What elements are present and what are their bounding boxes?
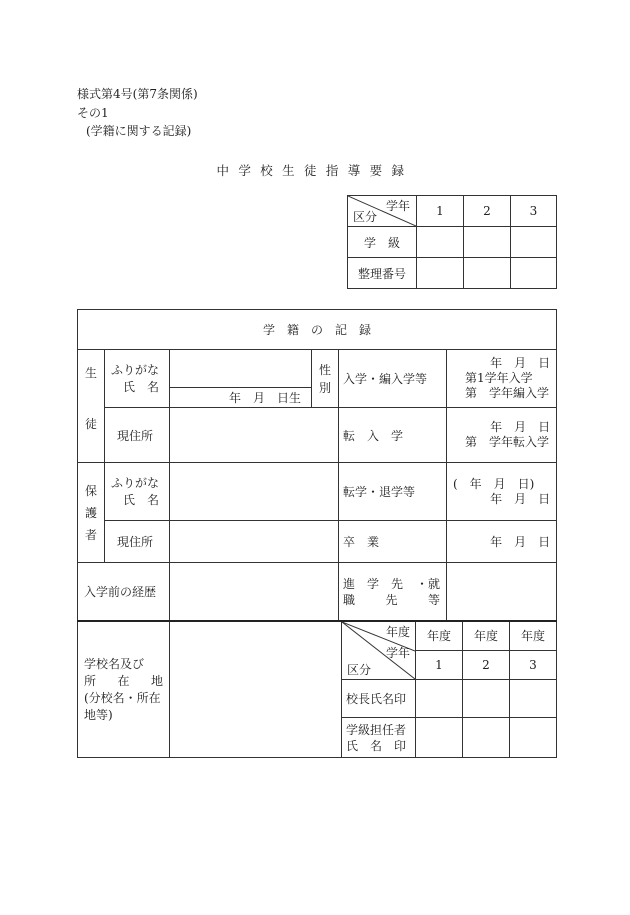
class-cell-2[interactable] xyxy=(464,227,511,258)
corner-division-label-bottom: 区分 xyxy=(347,663,372,677)
teacher-cell-2[interactable] xyxy=(463,718,510,758)
principal-cell-1[interactable] xyxy=(416,680,463,718)
teacher-cell-1[interactable] xyxy=(416,718,463,758)
career-label: 進 学 先 ・就 職 先 等 xyxy=(339,563,447,621)
prior-history-input[interactable] xyxy=(170,563,339,621)
transfer-in-label: 転 入 学 xyxy=(339,408,447,463)
student-name-label: ふりがな 氏 名 xyxy=(105,350,170,408)
guardian-side-label: 保護者 xyxy=(78,463,105,563)
teacher-cell-3[interactable] xyxy=(510,718,557,758)
guardian-address-label: 現住所 xyxy=(105,521,170,563)
form-part: その1 xyxy=(77,106,109,120)
corner-year-label: 年度 xyxy=(385,625,410,639)
homeroom-teacher-label: 学級担任者 氏 名 印 xyxy=(342,718,416,758)
school-staff-table xyxy=(77,620,557,758)
prior-history-label: 入学前の経歴 xyxy=(78,563,170,621)
year-grade-1-cell: 年度 1 xyxy=(416,621,463,680)
corner-grade-label: 学年 xyxy=(385,199,410,213)
transfer-out-date-cell[interactable]: ( 年 月 日) 年 月 日 xyxy=(447,463,557,521)
bottom-corner-cell xyxy=(342,621,416,680)
entry-date-cell[interactable]: 年 月 日 第1学年入学 第 学年編入学 xyxy=(447,350,557,408)
year-grade-3-cell: 年度 3 xyxy=(510,621,557,680)
principal-cell-3[interactable] xyxy=(510,680,557,718)
year-grade-2-cell: 年度 2 xyxy=(463,621,510,680)
graduation-date-cell[interactable]: 年 月 日 xyxy=(447,521,557,563)
roll-number-label: 整理番号 xyxy=(348,258,417,289)
student-address-label: 現住所 xyxy=(105,408,170,463)
registry-record-table xyxy=(77,309,557,621)
corner-grade-label-bottom: 学年 xyxy=(385,646,410,660)
guardian-address-input[interactable] xyxy=(170,521,339,563)
career-input[interactable] xyxy=(447,563,557,621)
form-subtitle: (学籍に関する記録) xyxy=(86,124,192,138)
registry-heading: 学 籍 の 記 録 xyxy=(78,310,557,350)
entry-label: 入学・編入学等 xyxy=(339,350,447,408)
class-cell-3[interactable] xyxy=(511,227,557,258)
guardian-name-input[interactable] xyxy=(170,463,339,521)
birth-date-cell[interactable]: 年 月 日生 xyxy=(170,388,312,408)
guardian-name-label: ふりがな 氏 名 xyxy=(105,463,170,521)
class-cell-1[interactable] xyxy=(417,227,464,258)
graduation-label: 卒 業 xyxy=(339,521,447,563)
roll-number-cell-3[interactable] xyxy=(511,258,557,289)
class-label: 学 級 xyxy=(348,227,417,258)
roll-number-cell-2[interactable] xyxy=(464,258,511,289)
form-number: 様式第4号(第7条関係) xyxy=(77,87,198,101)
grade-3-header: 3 xyxy=(511,196,557,227)
grade-table xyxy=(347,195,557,289)
transfer-in-date-cell[interactable]: 年 月 日 第 学年転入学 xyxy=(447,408,557,463)
roll-number-cell-1[interactable] xyxy=(417,258,464,289)
document-title: 中学校生徒指導要録 xyxy=(216,163,414,178)
school-info-input[interactable] xyxy=(170,621,342,758)
student-side-label: 生 徒 xyxy=(78,350,105,463)
student-name-input[interactable] xyxy=(170,350,312,388)
grade-2-header: 2 xyxy=(464,196,511,227)
transfer-out-label: 転学・退学等 xyxy=(339,463,447,521)
principal-label: 校長氏名印 xyxy=(342,680,416,718)
student-address-input[interactable] xyxy=(170,408,339,463)
school-info-label: 学校名及び 所 在 地 (分校名・所在 地等) xyxy=(78,621,170,758)
gender-label: 性別 xyxy=(312,350,339,408)
corner-division-label: 区分 xyxy=(353,210,378,224)
grade-1-header: 1 xyxy=(417,196,464,227)
grade-corner-cell xyxy=(348,196,417,227)
principal-cell-2[interactable] xyxy=(463,680,510,718)
